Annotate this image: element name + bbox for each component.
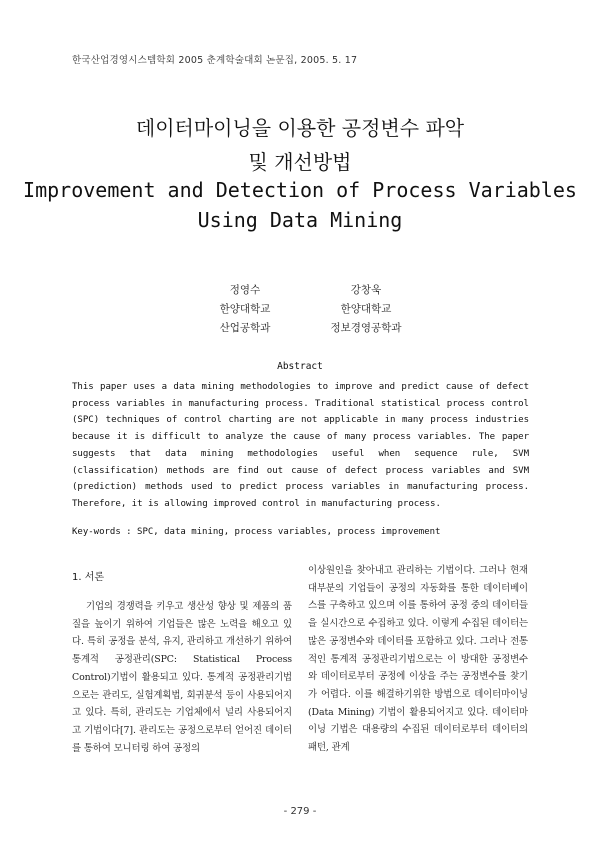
korean-title-line-2: 및 개선방법 (248, 150, 352, 174)
author-university: 한양대학교 (340, 303, 392, 315)
english-title-line-1: Improvement and Detection of Process Variables (23, 178, 577, 202)
abstract-heading: Abstract (277, 361, 323, 372)
author-department: 산업공학과 (219, 322, 271, 334)
proceedings-header: 한국산업경영시스템학회 2005 춘계학술대회 논문집, 2005. 5. 17 (72, 55, 358, 66)
page-number: - 279 - (283, 806, 317, 817)
author-name: 강창욱 (350, 284, 382, 296)
keywords: Key-words : SPC, data mining, process variables, process improvement (72, 527, 441, 537)
author-department: 정보경영공학과 (330, 322, 402, 334)
abstract-body: This paper uses a data mining methodologies to improve and predict cause of defect process variables in manufacturing process. Traditional statistical process control (SPC) techniques of control charting are not applicable in many process industries because it is difficult to analyze the cause of many process variables. The paper suggests that data mining methodologies useful when sequence rule, SVM (classification) methods are find out cause of defect process variables and SVM (prediction) methods used to predict process variables in manufacturing process. Therefore, it is allowing improved control in manufacturing process. (72, 382, 529, 509)
author-name: 정영수 (229, 284, 261, 296)
body-text-right-column: 이상원인을 찾아내고 관리하는 기법이다. 그러나 현재 대부분의 기업들이 공정의 자동화를 통한 데이터베이스를 구축하고 있으며 이를 통하여 공정 중의 데이터들을 실시간으로 수집하고 있다. 이렇게 수집된 데이터는 많은 공정변수와 데이터를 포함하고 있다. 그러나 전통적인 통계적 공정관리기법으로는 이 방대한 공정변수와 데이터로부터 공정에 이상을 주는 공정변수를 찾기가 어렵다. 이를 해결하기위한 방법으로 데이터마이닝(Data Mining) 기법이 활용되어지고 있다. 데이터마이닝 기법은 대용량의 수집된 데이터로부터 데이터의 패턴, 관계 (308, 565, 528, 754)
section-heading: 1. 서론 (72, 572, 105, 583)
author-university: 한양대학교 (219, 303, 271, 315)
body-text-left-column: 기업의 경쟁력을 키우고 생산성 향상 및 제품의 품질을 높이기 위하여 기업들은 많은 노력을 해오고 있다. 특히 공정을 분석, 유지, 관리하고 개선하기 위하여 통계적 공정관리(SPC: Statistical Process Control)기법이 활용되고 있다. 통계적 공정관리기법으로는 관리도, 실험계획법, 회귀분석 등이 사용되어지고 있다. 특히, 관리도는 기업체에서 널리 사용되어지고 기법이다[7]. 관리도는 공정으로부터 얻어진 데이터를 통하여 모니터링 하여 공정의 (72, 601, 292, 754)
korean-title-line-1: 데이터마이닝을 이용한 공정변수 파악 (135, 116, 465, 140)
author-block-2 (286, 281, 446, 338)
english-title-line-2: Using Data Mining (197, 208, 403, 232)
